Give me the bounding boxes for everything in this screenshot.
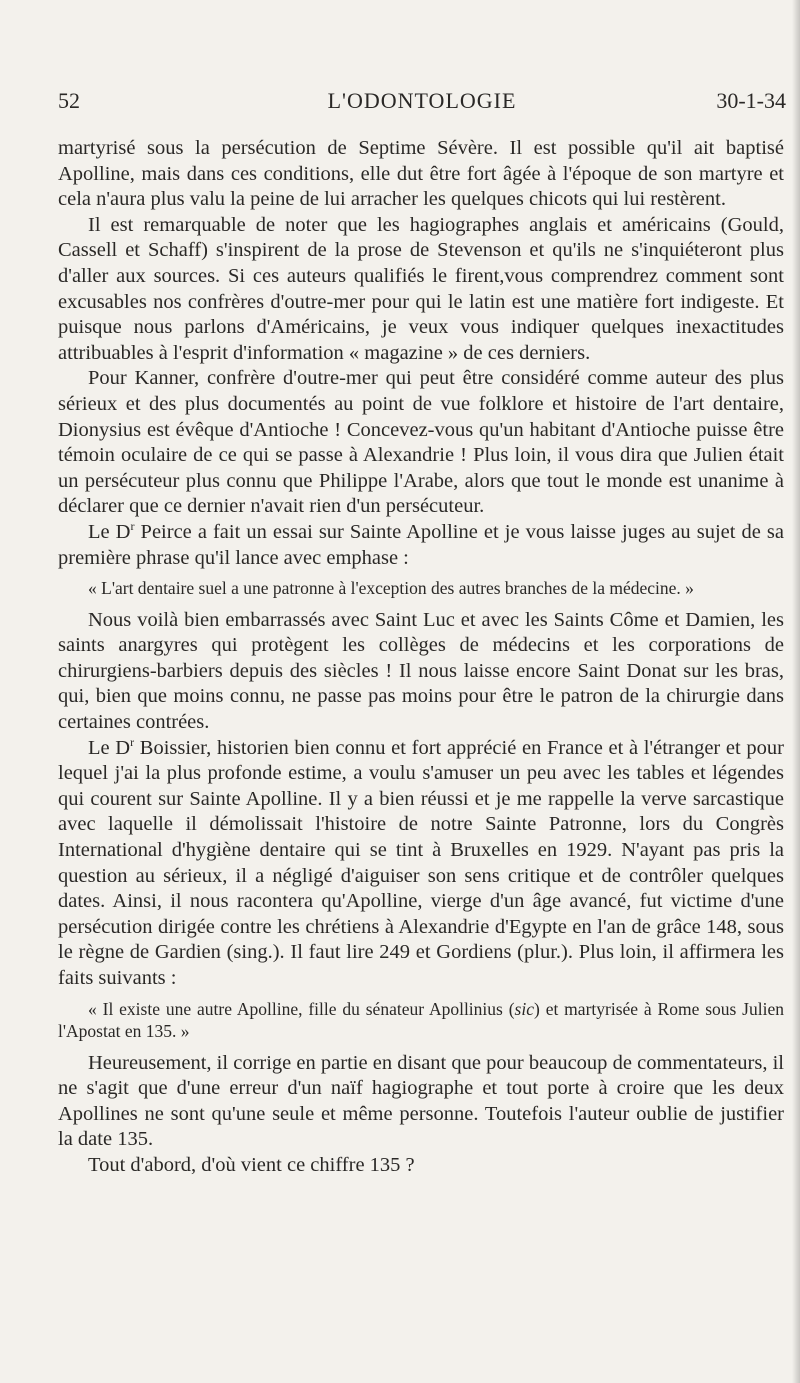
paragraph-1: martyrisé sous la persécution de Septime Sévère. Il est possible qu'il ait baptisé Apolline, mais dans ces conditions, elle dut être fort âgée à l'époque de son martyre et cela n'aura plus valu la peine de lui arracher les quelques chicots qui lui restèrent. (58, 137, 784, 211)
paragraph-5: Nous voilà bien embarrassés avec Saint Luc et avec les Saints Côme et Damien, les saints anargyres qui protègent les collèges de médecins et les corporations de chirurgiens-barbiers depuis des siècles ! Il nous laisse encore Saint Donat sur les bras, qui, bien que moins connu, ne passe pas moins pour être le patron de la chirurgie dans certaines contrées. (58, 608, 784, 733)
paragraph-4 (58, 520, 784, 571)
doctor-abbrev-sup: r (130, 519, 135, 534)
paragraph-8: Tout d'abord, d'où vient ce chiffre 135 ? (88, 1153, 415, 1176)
paragraph-6-rest: Boissier, historien bien connu et fort apprécié en France et à l'étranger et pour lequel j'ai la plus profonde estime, a voulu s'amuser un peu avec les tables et légendes qui courent sur Sainte Apolline. Il y a bien réussi et je me rappelle la verve sarcastique avec laquelle il démolissait l'histoire de notre Sainte Patronne, lors du Congrès International d'hygiène dentaire qui se tint à Bruxelles en 1929. N'ayant pas pris la question au sérieux, il a négligé d'aiguiser son sens critique et de contrôler quelques dates. Ainsi, il nous racontera qu'Apolline, vierge d'un âge avancé, fut victime d'une persécution dirigée contre les chrétiens à Alexandrie d'Egypte en l'an de grâce 148, sous le règne de Gardien (sing.). Il faut lire 249 et Gordiens (plur.). Plus loin, il affirmera les faits suivants : (58, 736, 784, 989)
running-title: L'ODONTOLOGIE (327, 88, 517, 113)
sic-italic: sic (514, 998, 534, 1019)
page-edge-shadow (792, 0, 800, 1383)
quote-peirce: « L'art dentaire suel a une patronne à l'exception des autres branches de la médecine. » (88, 578, 694, 599)
paragraph-2: Il est remarquable de noter que les hagiographes anglais et américains (Gould, Cassell et Schaff) s'inspirent de la prose de Stevenson et qu'ils ne s'inquiéteront plus d'aller aux sources. Si ces auteurs qualifiés le firent,vous comprendrez comment sont excusables nos confrères d'outre-mer pour qui le latin est une matière fort indigeste. Et puisque nous parlons d'Américains, je veux vous indiquer quelques inexactitudes attribuables à l'esprit d'information « magazine » de ces derniers. (58, 213, 784, 364)
issue-date: 30-1-34 (716, 88, 786, 113)
quote-boissier-start: « Il existe une autre Apolline, fille du sénateur Apollinius ( (88, 998, 515, 1019)
quote-boissier (58, 998, 784, 1043)
paragraph-6-start: Le D (88, 736, 131, 759)
quote-boissier-end: ) et martyrisée à Rome sous Julien l'Apostat en 135. » (58, 998, 784, 1041)
paragraph-7: Heureusement, il corrige en partie en disant que pour beaucoup de commentateurs, il ne s'agit que d'une erreur d'un naïf hagiographe et tout porte à croire que les deux Apollines ne sont qu'une seule et même personne. Toutefois l'auteur oublie de justifier la date 135. (58, 1051, 784, 1151)
page-number: 52 (58, 88, 80, 113)
paragraph-4-start: Le D (88, 520, 131, 543)
paragraph-3: Pour Kanner, confrère d'outre-mer qui peut être considéré comme auteur des plus sérieux et des plus documentés au point de vue folklore et histoire de l'art dentaire, Dionysius est évêque d'Antioche ! Concevez-vous qu'un habitant d'Antioche puisse être témoin oculaire de ce qui se passe à Alexandrie ! Plus loin, il vous dira que Julien était un persécuteur plus connu que Philippe l'Arabe, alors que tout le monde est unanime à déclarer que ce dernier n'avait rien d'un persécuteur. (58, 367, 784, 518)
paragraph-4-rest: Peirce a fait un essai sur Sainte Apolline et je vous laisse juges au sujet de sa première phrase qu'il lance avec emphase : (58, 520, 784, 569)
article-body (58, 136, 784, 1178)
page-header (58, 86, 786, 116)
doctor-abbrev-sup: r (130, 734, 135, 749)
paragraph-6 (58, 736, 784, 992)
